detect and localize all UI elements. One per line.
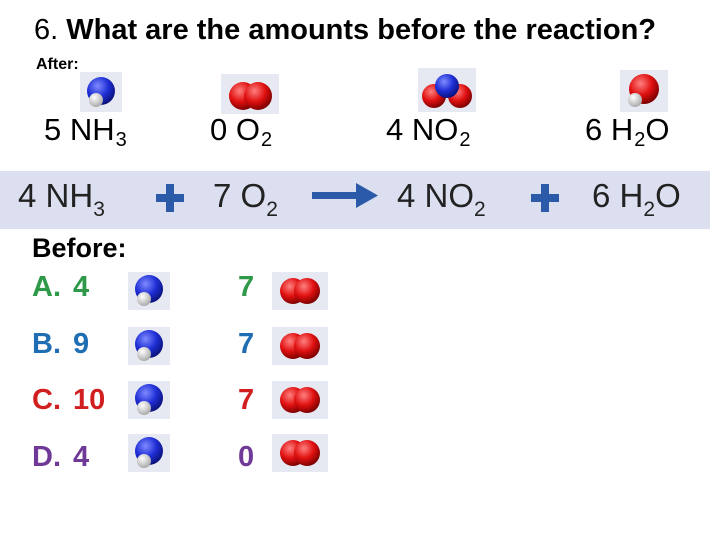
ammonia-molecule-icon: [128, 434, 170, 472]
option-o2-count: 7: [238, 384, 255, 416]
after-nh3-amount: 5 $NH_3$: [44, 112, 127, 151]
ammonia-molecule-icon: [128, 327, 170, 365]
arrow-right-icon: [312, 180, 378, 212]
option-nh3-count: 10: [73, 384, 106, 416]
equation-term-nh3: 4 $NH_3$: [18, 177, 105, 221]
oxygen-molecule-icon: [272, 434, 328, 472]
question-number: 6.: [34, 14, 59, 46]
oxygen-molecule-icon: [272, 381, 328, 419]
question-title: [34, 14, 656, 47]
ammonia-molecule-icon: [80, 72, 122, 112]
ammonia-molecule-icon: [128, 381, 170, 419]
plus-icon: [155, 183, 185, 213]
after-label: After:: [36, 56, 79, 73]
oxygen-molecule-icon: [272, 327, 328, 365]
option-b[interactable]: [32, 328, 89, 361]
option-letter: B.: [32, 328, 61, 360]
option-nh3-count: 9: [73, 328, 90, 360]
question-text: What are the amounts before the reaction?: [66, 14, 657, 46]
oxygen-molecule-icon: [221, 74, 279, 114]
nitrogen-dioxide-molecule-icon: [418, 68, 476, 112]
option-c[interactable]: [32, 384, 105, 417]
after-o2-amount: 0 $O_2$: [210, 112, 273, 151]
option-o2-count: 0: [238, 441, 255, 473]
option-o2-count: 7: [238, 328, 255, 360]
option-nh3-count: 4: [73, 441, 90, 473]
equation-term-no2: 4 $NO_2$: [397, 177, 486, 221]
water-molecule-icon: [620, 70, 668, 112]
after-no2-amount: 4 $NO_2$: [386, 112, 471, 151]
equation-term-o2: 7 $O_2$: [213, 177, 278, 221]
option-o2-count: 7: [238, 271, 255, 303]
option-d[interactable]: [32, 441, 89, 474]
plus-icon: [530, 183, 560, 213]
option-letter: D.: [32, 441, 61, 473]
before-label: Before:: [32, 233, 127, 263]
after-h2o-amount: 6 $H_2O$: [585, 112, 670, 151]
option-letter: C.: [32, 384, 61, 416]
option-letter: A.: [32, 271, 61, 303]
option-nh3-count: 4: [73, 271, 90, 303]
equation-term-h2o: 6 $H_2O$: [592, 177, 681, 221]
ammonia-molecule-icon: [128, 272, 170, 310]
oxygen-molecule-icon: [272, 272, 328, 310]
option-a[interactable]: [32, 271, 89, 304]
